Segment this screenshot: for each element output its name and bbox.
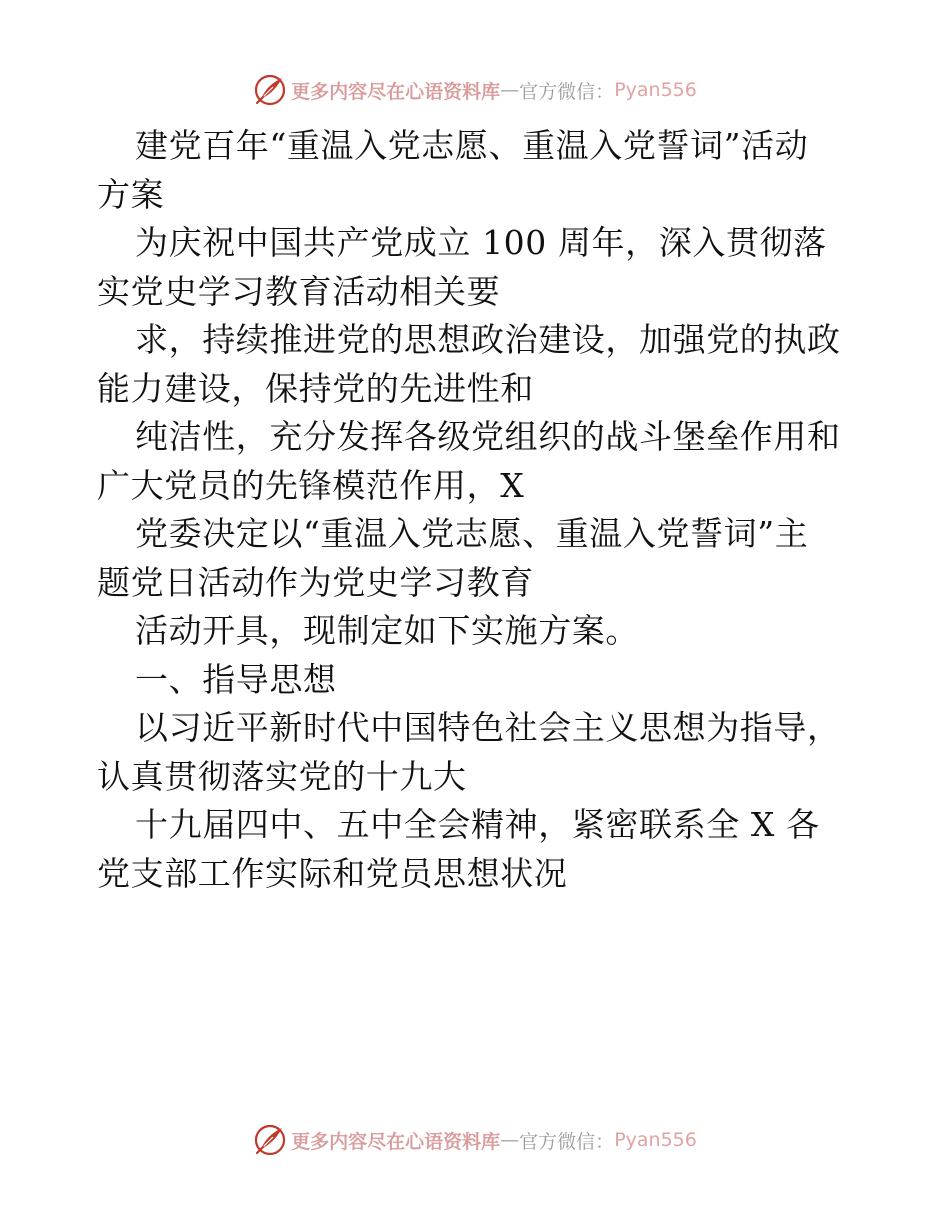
banner-separator: — [500, 79, 520, 101]
document-line: 纯洁性，充分发挥各级党组织的战斗堡垒作用和 [135, 417, 841, 456]
document-line: 建党百年“重温入党志愿、重温入党誓词”活动 [135, 126, 809, 165]
document-line: 求，持续推进党的思想政治建设，加强党的执政 [135, 320, 841, 359]
banner-separator: — [500, 1129, 520, 1151]
document-line: 能力建设，保持党的先进性和 [97, 368, 534, 408]
document-body [97, 122, 857, 898]
banner-wechat-id: Pyan556 [614, 79, 697, 101]
banner-wechat-label: 官方微信： [519, 80, 615, 103]
banner-site-name: 更多内容尽在心语资料库 [291, 1130, 501, 1153]
document-line: 一、指导思想 [135, 659, 337, 699]
document-line: 活动开具，现制定如下实施方案。 [135, 611, 639, 650]
banner-wechat-label: 官方微信： [519, 1130, 615, 1153]
document-line: 十九届四中、五中全会精神，紧密联系全 X 各 [135, 805, 820, 844]
document-line: 题党日活动作为党史学习教育 [97, 562, 534, 602]
feather-pen-logo-icon [253, 73, 287, 107]
document-line: 方案 [97, 174, 165, 214]
document-line: 认真贯彻落实党的十九大 [97, 756, 467, 796]
footer-banner [0, 1120, 950, 1160]
document-line: 党支部工作实际和党员思想状况 [97, 853, 568, 893]
banner-site-name: 更多内容尽在心语资料库 [291, 80, 501, 103]
document-line: 为庆祝中国共产党成立 100 周年，深入贯彻落 [135, 223, 827, 262]
document-line: 实党史学习教育活动相关要 [97, 271, 501, 311]
document-line: 广大党员的先锋模范作用，X [97, 465, 525, 505]
banner-wechat-id: Pyan556 [614, 1129, 697, 1151]
document-line: 以习近平新时代中国特色社会主义思想为指导， [135, 708, 841, 747]
header-banner [0, 70, 950, 110]
document-line: 党委决定以“重温入党志愿、重温入党誓词”主 [135, 514, 809, 553]
feather-pen-logo-icon [253, 1123, 287, 1157]
